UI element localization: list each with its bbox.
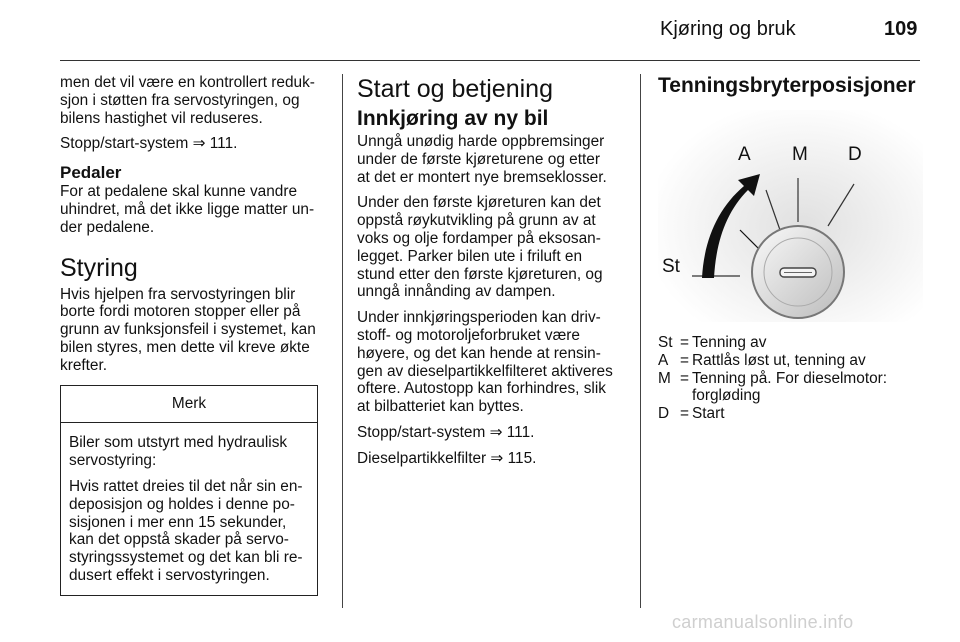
paragraph: For at pedalene skal kunne vandre uhindret, må det ikke ligge matter un- der pedalene. (60, 183, 315, 236)
ignition-switch-figure (658, 110, 923, 322)
figure-label-d: D (848, 144, 862, 165)
figure-label-a: A (738, 144, 751, 165)
header-rule (60, 60, 920, 61)
column-divider-1 (342, 74, 343, 608)
paragraph: Hvis rattet dreies til det når sin en- deposisjon og holdes i denne po- sisjonen i mer enn 15 sekunder, kan det oppstå skader på servo- styringssystemet og det kan bli re- dusert effekt i servostyringen. (69, 477, 303, 584)
paragraph: Biler som utstyrt med hydraulisk servostyring: (69, 434, 288, 470)
note-body (61, 423, 317, 594)
column-3 (658, 74, 923, 423)
cross-reference: Stopp/start-system ⇒ 111. (60, 135, 238, 153)
cross-reference: Dieselpartikkelfilter ⇒ 115. (357, 449, 537, 467)
section-heading-start: Start og betjening (357, 75, 553, 103)
column-divider-2 (640, 74, 641, 608)
section-heading-tenning: Tenningsbryterposisjoner (658, 74, 916, 97)
paragraph: Hvis hjelpen fra servostyringen blir borte fordi motoren stopper eller på grunn av funksjonsfeil i systemet, kan bilen styres, men dette vil kreve økte krefter. (60, 285, 316, 374)
legend-item: St = Tenning av (658, 334, 767, 351)
legend-list (658, 334, 923, 423)
legend-item: D = Start (658, 405, 725, 423)
section-heading-pedaler: Pedaler (60, 163, 122, 183)
paragraph: Under den første kjøreturen kan det oppstå røykutvikling på grunn av at voks og olje fordamper på eksosan- legget. Parker bilen ute i friluft en stund etter den første kjøreturen, og unngå innånding av dampen. (357, 194, 603, 301)
legend-item: M = Tenning på. For dieselmotor: (658, 369, 888, 387)
figure-label-st: St (662, 256, 680, 277)
legend-item: forgløding (692, 387, 761, 405)
column-2 (357, 74, 625, 476)
cross-reference: Stopp/start-system ⇒ 111. (357, 423, 535, 441)
subheading-innkjoring: Innkjøring av ny bil (357, 107, 549, 130)
legend-item: A = Rattlås løst ut, tenning av (658, 351, 866, 369)
column-1 (60, 74, 328, 596)
section-heading-styring: Styring (60, 253, 138, 282)
page-number: 109 (884, 18, 918, 40)
header-title: Kjøring og bruk (660, 18, 796, 40)
watermark: carmanualsonline.info (672, 612, 854, 632)
note-box (60, 385, 318, 596)
ignition-diagram (658, 110, 923, 322)
paragraph: Unngå unødig harde oppbremsinger under de første kjøreturene og etter at det er montert nye bremseklosser. (357, 133, 607, 186)
paragraph: men det vil være en kontrollert reduk- sjon i støtten fra servostyringen, og bilens hastighet vil reduseres. (60, 74, 315, 127)
note-title: Merk (61, 386, 317, 424)
figure-label-m: M (792, 144, 808, 165)
paragraph: Under innkjøringsperioden kan driv- stoff- og motoroljeforbruket være høyere, og det kan hende at rensin- gen av dieselpartikkelfilteret aktiveres oftere. Autostopp kan forhindres, slik at bilbatteriet kan byttes. (357, 309, 613, 416)
